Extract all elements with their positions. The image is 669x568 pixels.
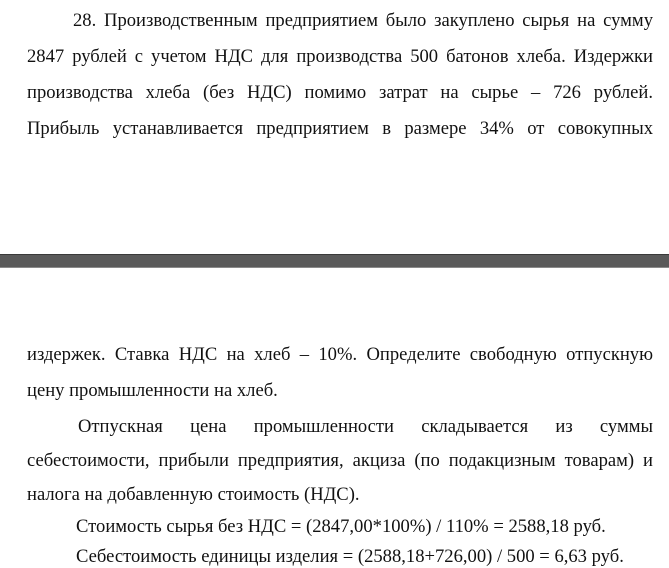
problem-text-line-3: производства хлеба (без НДС) помимо затрат на сырье – 726 рублей. [27, 82, 653, 103]
formula-raw-material-cost: Стоимость сырья без НДС = (2847,00*100%) / 110% = 2588,18 руб. [76, 516, 606, 537]
problem-text-line-4: Прибыль устанавливается предприятием в размере 34% от совокупных [27, 118, 653, 139]
problem-text-line-1: 28. Производственным предприятием было закуплено сырья на сумму [73, 10, 653, 31]
document-page-top [0, 0, 669, 254]
solution-text-line-1: Отпускная цена промышленности складывается из суммы [78, 416, 653, 437]
formula-unit-cost: Себестоимость единицы изделия = (2588,18+726,00) / 500 = 6,63 руб. [76, 546, 624, 567]
solution-text-line-2: себестоимости, прибыли предприятия, акциза (по подакцизным товарам) и [27, 450, 653, 471]
problem-text-line-5: издержек. Ставка НДС на хлеб – 10%. Определите свободную отпускную [27, 344, 653, 365]
solution-text-line-3: налога на добавленную стоимость (НДС). [27, 484, 360, 505]
page-break-divider [0, 254, 669, 268]
problem-text-line-6: цену промышленности на хлеб. [27, 380, 278, 401]
problem-text-line-2: 2847 рублей с учетом НДС для производства 500 батонов хлеба. Издержки [27, 46, 653, 67]
document-page-bottom [0, 268, 669, 567]
